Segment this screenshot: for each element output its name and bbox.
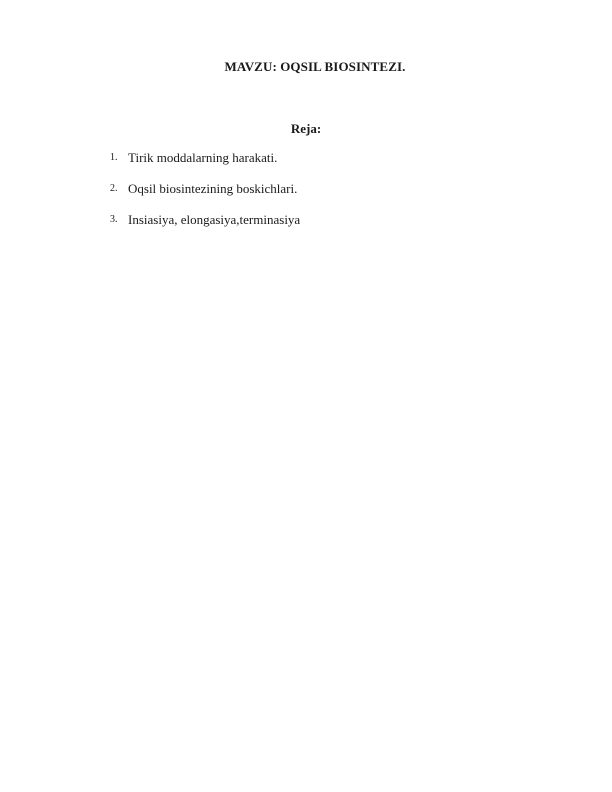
plan-item-text: Insiasiya, elongasiya,terminasiya bbox=[128, 212, 301, 227]
plan-heading: Reja: bbox=[290, 121, 322, 136]
plan-item-text: Tirik moddalarning harakati. bbox=[128, 150, 278, 165]
plan-item-number: 3. bbox=[110, 214, 118, 225]
plan-item-text: Oqsil biosintezining boskichlari. bbox=[128, 181, 298, 196]
document-title: MAVZU: OQSIL BIOSINTEZI. bbox=[224, 59, 406, 74]
plan-item-number: 2. bbox=[110, 183, 118, 194]
plan-item-number: 1. bbox=[110, 152, 118, 163]
